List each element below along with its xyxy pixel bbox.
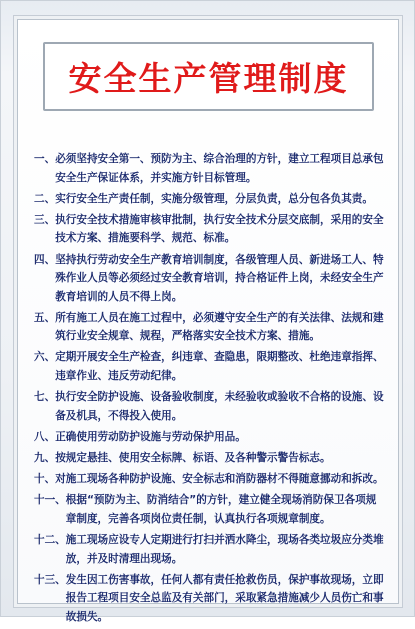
rule-number: 四、 xyxy=(34,253,56,266)
rule-text: 按规定悬挂、使用安全标牌、标语、及各种警示警告标志。 xyxy=(55,452,331,464)
rule-item xyxy=(34,348,386,385)
rule-item xyxy=(34,470,386,489)
rule-text: 执行安全防护设施、设备验收制度，未经验收或验收不合格的设施、设备及机具，不得投入使用。 xyxy=(55,391,384,422)
rule-number: 十一、 xyxy=(34,494,66,507)
rule-number: 十、 xyxy=(34,473,56,486)
rule-text: 坚持执行劳动安全生产教育培训制度，各级管理人员、新进场工人、特殊作业人员等必须经过安全教育培训，持合格证件上岗，未经安全生产教育培训的人员不得上岗。 xyxy=(55,253,384,303)
rule-item xyxy=(34,150,386,187)
rule-number: 二、 xyxy=(34,192,56,205)
rule-text: 根据“预防为主、防消结合”的方针，建立健全现场消防保卫各项规章制度，完善各项岗位责任制，认真执行各项规章制度。 xyxy=(65,494,377,525)
rule-text: 所有施工人员在施工过程中，必须遵守安全生产的有关法律、法规和建筑行业安全规章、规程，严格落实安全技术方案、措施。 xyxy=(55,311,384,343)
rule-text: 必须坚持安全第一、预防为主、综合治理的方针，建立工程项目总承包安全生产保证体系，并实施方针目标管理。 xyxy=(55,153,384,184)
rule-number: 九、 xyxy=(34,452,56,464)
rule-number: 七、 xyxy=(34,391,56,404)
rule-number: 十二、 xyxy=(34,534,66,547)
rule-item xyxy=(34,388,386,425)
rule-item xyxy=(34,251,386,307)
rule-text: 实行安全生产责任制，实施分级管理，分层负责，总分包各负其责。 xyxy=(55,192,373,205)
rule-item xyxy=(34,309,386,346)
rule-text: 发生因工伤害事故，任何人都有责任抢救伤员，保护事故现场，立即报告工程项目安全总监及有关部门，采取紧急措施减少人员伤亡和事故损失。 xyxy=(65,573,384,623)
rule-item xyxy=(34,571,386,627)
rule-text: 执行安全技术措施审核审批制，执行安全技术分层交底制，采用的安全技术方案、措施要科学、规范、标准。 xyxy=(55,213,384,245)
rule-text: 施工现场应设专人定期进行打扫并洒水降尘，现场各类垃圾应分类堆放，并及时清理出现场。 xyxy=(65,534,384,565)
rule-item xyxy=(34,491,386,528)
rule-number: 六、 xyxy=(34,351,56,364)
page-title: 安全生产管理制度 xyxy=(68,59,349,98)
rule-item xyxy=(34,428,386,447)
rule-number: 八、 xyxy=(34,430,56,443)
rule-number: 五、 xyxy=(34,311,56,324)
rule-text: 对施工现场各种防护设施、安全标志和消防器材不得随意挪动和拆改。 xyxy=(55,473,384,486)
rule-item xyxy=(34,531,386,568)
notice-panel xyxy=(17,19,399,623)
rule-text: 定期开展安全生产检查，纠违章、查隐患，限期整改、杜绝违章指挥、违章作业、违反劳动纪律。 xyxy=(55,351,384,382)
title-frame xyxy=(43,42,374,111)
rule-text: 正确使用劳动防护设施与劳动保护用品。 xyxy=(55,430,246,443)
rules-list xyxy=(34,150,386,629)
rule-number: 三、 xyxy=(34,213,56,226)
rule-item xyxy=(34,190,386,209)
rule-number: 一、 xyxy=(34,153,56,165)
rule-number: 十三、 xyxy=(34,573,66,586)
rule-item xyxy=(34,449,386,468)
rule-item xyxy=(34,211,386,248)
